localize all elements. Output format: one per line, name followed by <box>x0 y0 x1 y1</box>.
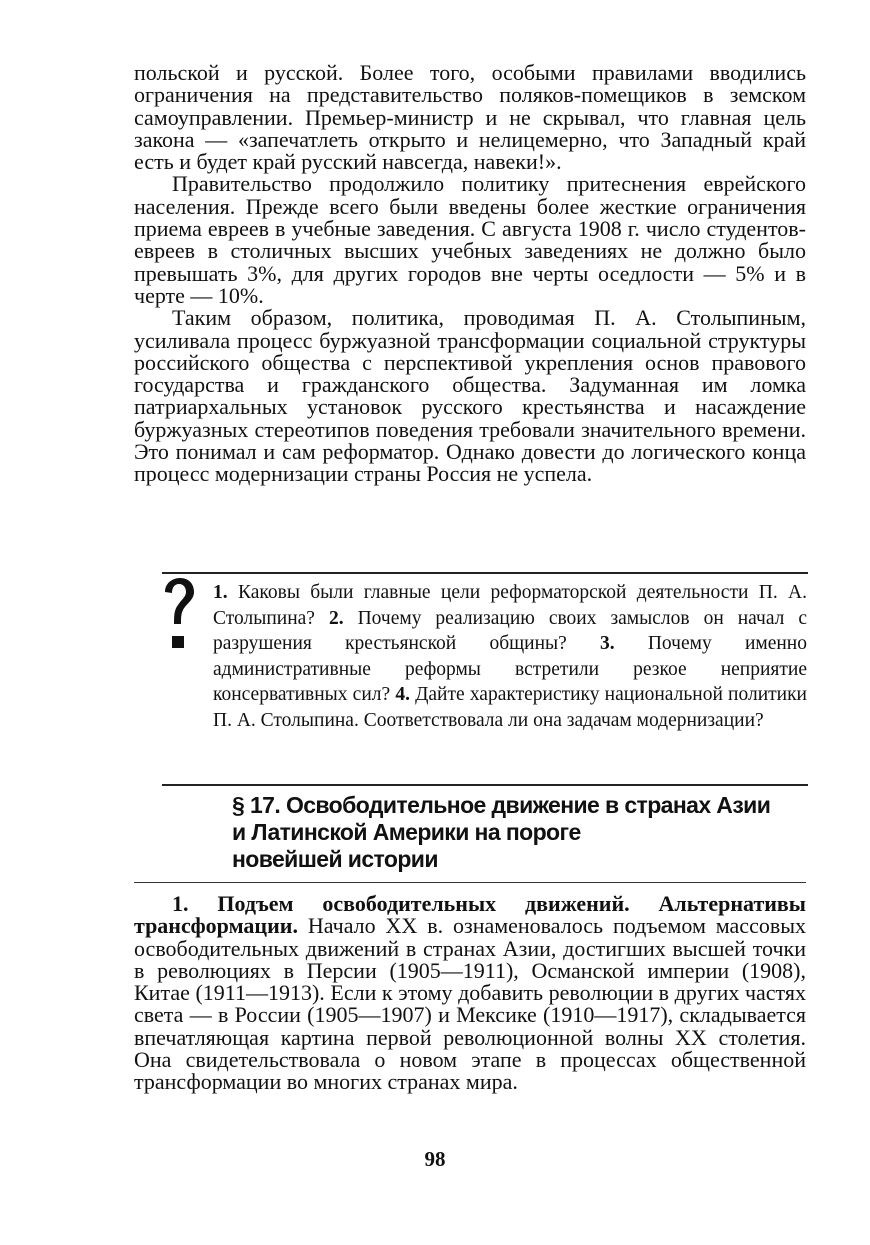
question-4-text: Дайте характеристику национальной политики П. А. Столыпина. Соответствовала ли она задачам модернизации? <box>213 684 807 731</box>
question-mark-icon <box>162 578 196 656</box>
paragraph-2: Правительство продолжило политику притеснения еврейского населения. Прежде всего были введены более жесткие ограничения приема евреев в учебные заведения. С августа 1908 г. число студентов-евреев в столичных высших учебных заведениях не должно было превышать 3%, для других городов вне черты оседлости — 5% и в черте — 10%. <box>134 171 806 308</box>
section-lead: 1. Подъем освободительных движений. Альтернативы трансформации. <box>134 891 806 939</box>
heading-line-3: новейшей истории <box>232 846 438 872</box>
question-3-number: 3. <box>600 633 615 655</box>
question-2-text: Почему реализацию своих замыслов он начал с разрушения крестьянской общины? <box>213 607 808 655</box>
heading-bottom-rule <box>134 882 806 883</box>
top-text-block <box>134 62 806 486</box>
questions-top-rule <box>162 572 808 574</box>
heading-line-1: § 17. Освободительное движение в странах Азии <box>232 792 771 818</box>
review-questions <box>213 580 807 734</box>
section-text-block <box>134 893 806 1094</box>
page-number: 98 <box>424 1147 446 1171</box>
heading-line-2: и Латинской Америки на пороге <box>232 819 581 845</box>
section-text: Начало XX в. ознаменовалось подъемом массовых освободительных движений в странах Азии, достигших высшей точки в революциях в Персии (1905—1911), Османской империи (1908), Китае (1911—1913). Если к этому добавить революции в других частях света — в России (1905—1907) и Мексике (1910—1917), складывается впечатляющая картина первой революционной волны XX столетия. Она свидетельствовала о новом этапе в процессах общественной трансформации во многих странах мира. <box>134 913 807 1095</box>
heading-top-rule <box>162 784 808 786</box>
question-2-number: 2. <box>328 607 344 629</box>
section-paragraph <box>134 893 806 1094</box>
paragraph-1: польской и русской. Более того, особыми правилами вводились ограничения на представительство поляков-помещиков в земском самоуправлении. Премьер-министр и не скрывал, что главная цель закона — «запечатлеть открыто и нелицемерно, что Западный край есть и будет край русский навсегда, навеки!». <box>134 60 806 175</box>
paragraph-3: Таким образом, политика, проводимая П. А. Столыпиным, усиливала процесс буржуазной трансформации социальной структуры российского общества с перспективой укрепления основ правового государства и гражданского общества. Задуманная им ломка патриархальных установок русского крестьянства и насаждение буржуазных стереотипов поведения требовали значительного времени. Это понимал и сам реформатор. Однако довести до логического конца процесс модернизации страны Россия не успела. <box>134 305 806 487</box>
question-4-number: 4. <box>395 684 410 706</box>
section-heading <box>232 792 812 873</box>
question-3-text: Почему именно административные реформы встретили резкое неприятие консервативных сил? <box>213 633 807 706</box>
question-1-number: 1. <box>213 582 228 603</box>
question-1-text: Каковы были главные цели реформаторской деятельности П. А. Столыпина? <box>213 582 807 629</box>
